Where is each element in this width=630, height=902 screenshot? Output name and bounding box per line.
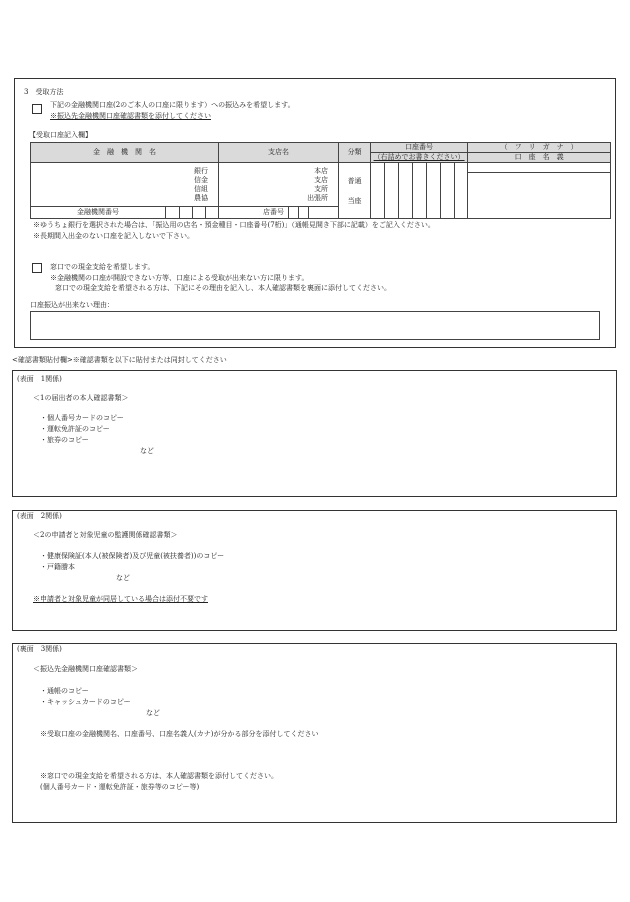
branch-type-shiten: 支店 <box>314 175 329 184</box>
branch-name-field[interactable] <box>219 163 339 207</box>
box1-item-mynumber: ・個人番号カードのコピー <box>40 414 124 422</box>
account-digit-5[interactable] <box>427 163 441 219</box>
box1-etc: など <box>140 447 154 455</box>
yucho-note: ※ゆうちょ銀行を選択された場合は、「振込用の店名・預金種目・口座番号(7桁)」（通帳見開き下部に記載）をご記入ください。 <box>33 221 435 229</box>
bank-code-digit-1[interactable] <box>166 207 180 219</box>
box2-subtitle: ＜2の申請者と対象児童の監護関係確認書類＞ <box>33 531 178 539</box>
bank-transfer-option-note: ※振込先金融機関口座確認書類を添付してください <box>50 112 211 120</box>
box1-subtitle: ＜1の届出者の本人確認書類＞ <box>33 394 129 402</box>
account-type-futsu: 普通 <box>347 176 362 185</box>
bank-code-digit-4[interactable] <box>206 207 219 219</box>
bank-code-digit-3[interactable] <box>193 207 206 219</box>
col-holder-header: 口 座 名 義 <box>468 153 611 163</box>
cash-pickup-note2: 窓口での現金支給を希望される方は、下記にその理由を記入し、本人確認書類を裏面に添付してください。 <box>55 284 391 292</box>
dormant-account-note: ※長期間入出金のない口座を記入しないで下さい。 <box>33 232 194 240</box>
account-digit-1[interactable] <box>371 163 385 219</box>
box3-title: (裏面 3関係) <box>17 645 62 653</box>
branch-code-digit-3[interactable] <box>309 207 339 219</box>
box3-note2: ※窓口での現金支給を希望される方は、本人確認書類を添付してください。 <box>40 772 278 780</box>
attachment-box-2 <box>12 510 617 631</box>
bank-type-ginko: 銀行 <box>194 166 209 175</box>
col-furigana-header: （ フ リ ガ ナ ） <box>468 143 611 153</box>
bank-type-shinkin: 信金 <box>194 175 209 184</box>
box2-item-insurance: ・健康保険証(本人(被保険者)及び児童(被扶養者))のコピー <box>40 552 225 560</box>
col-bank-name-header: 金 融 機 関 名 <box>31 143 219 163</box>
account-digit-6[interactable] <box>441 163 455 219</box>
col-account-no-note: （右詰めでお書きください） <box>371 153 468 163</box>
account-digit-4[interactable] <box>413 163 427 219</box>
cash-pickup-note1: ※金融機関の口座が開設できない方等、口座による受取が出来ない方に限ります。 <box>50 274 309 282</box>
bank-transfer-option-text: 下記の金融機関口座(2のご本人の口座に限ります）への振込みを希望します。 <box>50 101 295 109</box>
account-digit-3[interactable] <box>399 163 413 219</box>
section3-title: 3 受取方法 <box>24 88 64 96</box>
branch-code-label: 店番号 <box>219 207 289 219</box>
bank-code-label: 金融機関番号 <box>31 207 166 219</box>
box2-title: (表面 2関係) <box>17 512 62 520</box>
branch-type-shisho: 支所 <box>314 184 329 193</box>
box3-etc: など <box>146 709 160 717</box>
box3-subtitle: ＜振込先金融機関口座確認書類＞ <box>33 665 138 673</box>
bank-transfer-checkbox[interactable] <box>32 104 42 114</box>
bank-type-nokyo: 農協 <box>194 193 209 202</box>
box1-item-license: ・運転免許証のコピー <box>40 425 110 433</box>
account-entry-header: 【受取口座記入欄】 <box>29 131 92 139</box>
account-type-field[interactable] <box>339 163 371 219</box>
cash-pickup-option-text: 窓口での現金支給を希望します。 <box>50 263 155 271</box>
col-account-no-header: 口座番号 <box>371 143 468 153</box>
branch-code-digit-2[interactable] <box>299 207 309 219</box>
box3-item-passbook: ・通帳のコピー <box>40 687 89 695</box>
box3-note3: (個人番号カード・運転免許証・旅券等のコピー等) <box>40 783 200 791</box>
attachment-box-1 <box>12 370 617 497</box>
col-type-header: 分類 <box>339 143 371 163</box>
branch-code-digit-1[interactable] <box>289 207 299 219</box>
box2-note: ※申請者と対象児童が同居している場合は添付不要です <box>33 595 208 603</box>
bank-code-digit-2[interactable] <box>180 207 193 219</box>
bank-type-shinkumi: 信組 <box>194 184 209 193</box>
box3-item-cashcard: ・キャッシュカードのコピー <box>40 698 131 706</box>
account-digit-7[interactable] <box>455 163 468 219</box>
box2-item-koseki: ・戸籍謄本 <box>40 563 75 571</box>
reason-input-box[interactable] <box>30 311 600 340</box>
box1-title: (表面 1関係) <box>17 375 62 383</box>
account-holder-field[interactable] <box>468 163 611 219</box>
account-digit-2[interactable] <box>385 163 399 219</box>
cash-pickup-checkbox[interactable] <box>32 263 42 273</box>
attachment-caption: <確認書類貼付欄>※確認書類を以下に貼付または同封してください <box>12 356 227 364</box>
account-table <box>30 142 611 219</box>
reason-label: 口座振込が出来ない理由： <box>30 301 114 309</box>
box3-note1: ※受取口座の金融機関名、口座番号、口座名義人(カナ)が分かる部分を添付してください <box>40 730 319 738</box>
branch-type-honten: 本店 <box>314 166 329 175</box>
account-type-toza: 当座 <box>347 196 362 205</box>
branch-type-shutchojo: 出張所 <box>307 193 329 202</box>
col-branch-header: 支店名 <box>219 143 339 163</box>
bank-name-field[interactable] <box>31 163 219 207</box>
box2-etc: など <box>116 574 130 582</box>
box1-item-passport: ・旅券のコピー <box>40 436 89 444</box>
furigana-field[interactable] <box>468 163 610 173</box>
